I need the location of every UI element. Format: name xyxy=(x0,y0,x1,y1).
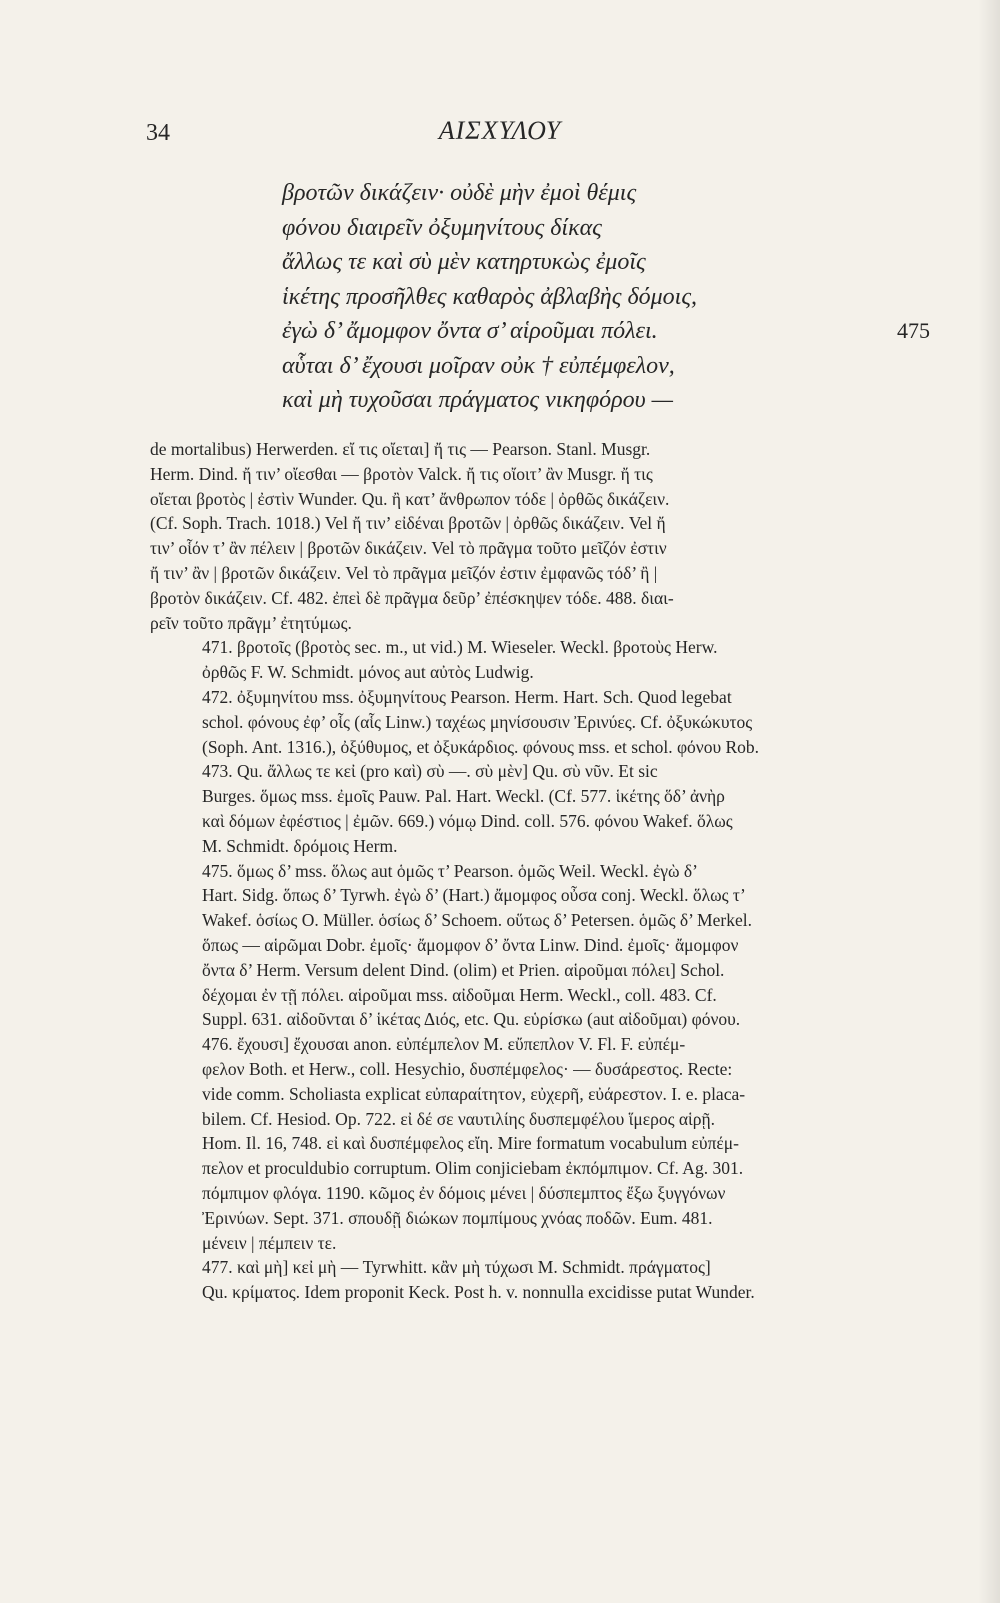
apparatus-note xyxy=(150,635,950,685)
apparatus-line: βροτὸν δικάζειν. Cf. 482. ἐπεὶ δὲ πρᾶγμα δεῦρ’ ἐπέσκηψεν τόδε. 488. διαι- xyxy=(150,587,674,608)
page-edge-shadow xyxy=(978,0,1000,1603)
verse-line xyxy=(282,211,922,246)
apparatus-line: de mortalibus) Herwerden. εἴ τις οἴεται] ἤ τις — Pearson. Stanl. Musgr. xyxy=(150,439,651,459)
apparatus-line: Hom. Il. 16, 748. εἰ καὶ δυσπέμφελος εἴη. Mire formatum vocabulum εὐπέμ- xyxy=(202,1133,739,1154)
apparatus-line: πελον et proculdubio corruptum. Olim conjiciebam ἐκπόμπιμον. Cf. Ag. 301. xyxy=(202,1158,744,1179)
apparatus-line: schol. φόνους ἐφ’ οἷς (αἷς Linw.) ταχέως μηνίσουσιν Ἐρινύες. Cf. ὀξυκώκυτος xyxy=(202,711,753,732)
verse-text: ἐγὼ δ’ ἄμομφον ὄντα σ’ αἱροῦμαι πόλει. xyxy=(282,318,658,344)
verse-line xyxy=(282,176,922,211)
apparatus-line: ὀρθῶς F. W. Schmidt. μόνος aut αὐτὸς Ludwig. xyxy=(202,662,534,683)
apparatus-line: (Soph. Ant. 1316.), ὀξύθυμος, et ὀξυκάρδιος. φόνους mss. et schol. φόνου Rob. xyxy=(202,736,760,757)
verse-text: ἱκέτης προσῆλθες καθαρὸς ἀβλαβὴς δόμοις, xyxy=(282,283,698,310)
apparatus-line: ρεῖν τοῦτο πρᾶγμ’ ἐτητύμως. xyxy=(150,612,352,633)
verse-text: φόνου διαιρεῖν ὀξυμηνίτους δίκας xyxy=(282,214,602,241)
apparatus-line: bilem. Cf. Hesiod. Op. 722. εἰ δέ σε ναυτιλίης δυσπεμφέλου ἵμερος αἱρῇ. xyxy=(202,1108,716,1129)
apparatus-line: Burges. ὅμως mss. ἐμοῖς Pauw. Pal. Hart. Weckl. (Cf. 577. ἱκέτης ὅδ’ ἀνὴρ xyxy=(202,786,725,807)
apparatus-line: Hart. Sidg. ὅπως δ’ Tyrwh. ἐγὼ δ’ (Hart.) ἄμομφος οὖσα conj. Weckl. ὅλως τ’ xyxy=(202,885,746,906)
apparatus-line: δέχομαι ἐν τῇ πόλει. αἱροῦμαι mss. αἰδοῦμαι Herm. Weckl., coll. 483. Cf. xyxy=(202,984,717,1005)
apparatus-line: 477. καὶ μὴ] κεἰ μὴ — Tyrwhitt. κἂν μὴ τύχωσι M. Schmidt. πράγματος] xyxy=(202,1257,711,1278)
apparatus-line: (Cf. Soph. Trach. 1018.) Vel ἤ τιν’ εἰδέναι βροτῶν | ὀρθῶς δικάζειν. Vel ἤ xyxy=(150,513,666,534)
apparatus-line: πόμπιμον φλόγα. 1190. κῶμος ἐν δόμοις μένει | δύσπεμπτος ἔξω ξυγγόνων xyxy=(202,1182,726,1203)
apparatus-note xyxy=(150,437,950,635)
verse-line xyxy=(282,245,922,280)
critical-apparatus xyxy=(150,437,950,1305)
line-number: 475 xyxy=(897,318,930,343)
running-title: ΑΙΣΧΥΛΟΥ xyxy=(438,116,562,145)
verse-line xyxy=(282,349,922,384)
verse-text: ἄλλως τε καὶ σὺ μὲν κατηρτυκὼς ἐμοῖς xyxy=(282,249,646,275)
apparatus-line: Suppl. 631. αἰδοῦνται δ’ ἱκέτας Διός, etc. Qu. εὑρίσκω (aut αἰδοῦμαι) φόνου. xyxy=(202,1009,741,1030)
apparatus-line: ὅπως — αἱρῶμαι Dobr. ἐμοῖς· ἄμομφον δ’ ὄντα Linw. Dind. ἐμοῖς· ἄμομφον xyxy=(202,934,739,955)
apparatus-line: 473. Qu. ἄλλως τε κεἰ (pro καὶ) σὺ —. σὺ μὲν] Qu. σὺ νῦν. Et sic xyxy=(202,761,658,782)
apparatus-line: καὶ δόμων ἐφέστιος | ἐμῶν. 669.) νόμῳ Dind. coll. 576. φόνου Wakef. ὅλως xyxy=(202,810,733,831)
apparatus-line: Qu. κρίματος. Idem proponit Keck. Post h. v. nonnulla excidisse putat Wunder. xyxy=(202,1282,755,1303)
apparatus-line: 476. ἔχουσι] ἔχουσαι anon. εὐπέμπελον M. εὔπεπλον V. Fl. F. εὐπέμ- xyxy=(202,1034,686,1055)
verse-line xyxy=(282,314,930,349)
apparatus-line: 472. ὀξυμηνίτου mss. ὀξυμηνίτους Pearson. Herm. Hart. Sch. Quod legebat xyxy=(202,686,732,707)
apparatus-line: Wakef. ὁσίως O. Müller. ὁσίως δ’ Schoem. οὕτως δ’ Petersen. ὁμῶς δ’ Merkel. xyxy=(202,910,752,931)
apparatus-note xyxy=(150,685,950,759)
apparatus-line: οἴεται βροτὸς | ἐστὶν Wunder. Qu. ἢ κατ’ ἄνθρωπον τόδε | ὀρθῶς δικάζειν. xyxy=(150,488,670,509)
verse-text: αὗται δ’ ἔχουσι μοῖραν οὐκ † εὐπέμφελον, xyxy=(282,352,675,379)
apparatus-line: Herm. Dind. ἤ τιν’ οἴεσθαι — βροτὸν Valck. ἤ τις οἴοιτ’ ἂν Musgr. ἤ τις xyxy=(150,463,653,484)
apparatus-line: 471. βροτοῖς (βροτὸς sec. m., ut vid.) M. Wieseler. Weckl. βροτοὺς Herw. xyxy=(202,637,718,658)
apparatus-line: ὄντα δ’ Herm. Versum delent Dind. (olim) et Prien. αἱροῦμαι πόλει] Schol. xyxy=(202,959,725,980)
verse-line xyxy=(282,280,922,315)
apparatus-line: M. Schmidt. δρόμοις Herm. xyxy=(202,835,398,856)
page-number: 34 xyxy=(146,120,170,146)
apparatus-line: vide comm. Scholiasta explicat εὐπαραίτητον, εὐχερῆ, εὐάρεστον. I. e. placa- xyxy=(202,1083,746,1104)
apparatus-line: ἤ τιν’ ἂν | βροτῶν δικάζειν. Vel τὸ πρᾶγμα μεῖζόν ἐστιν ἐμφανῶς τόδ’ ἢ | xyxy=(150,562,658,583)
apparatus-note xyxy=(150,1255,950,1305)
verse-block xyxy=(282,176,930,418)
apparatus-note xyxy=(150,759,950,858)
apparatus-line: Ἐρινύων. Sept. 371. σπουδῇ διώκων πομπίμους χνόας ποδῶν. Eum. 481. xyxy=(202,1207,713,1228)
verse-text: βροτῶν δικάζειν· οὐδὲ μὴν ἐμοὶ θέμις xyxy=(282,180,637,206)
apparatus-note xyxy=(150,1032,950,1255)
verse-line xyxy=(282,383,922,418)
apparatus-note xyxy=(150,859,950,1033)
apparatus-line: μένειν | πέμπειν τε. xyxy=(202,1232,337,1253)
apparatus-line: τιν’ οἷόν τ’ ἂν πέλειν | βροτῶν δικάζειν. Vel τὸ πρᾶγμα τοῦτο μεῖζόν ἐστιν xyxy=(150,538,667,559)
apparatus-line: 475. ὅμως δ’ mss. ὅλως aut ὁμῶς τ’ Pearson. ὁμῶς Weil. Weckl. ἐγὼ δ’ xyxy=(202,860,699,881)
verse-text: καὶ μὴ τυχοῦσαι πράγματος νικηφόρου — xyxy=(282,387,673,413)
apparatus-line: φελον Both. et Herw., coll. Hesychio, δυσπέμφελος· — δυσάρεστος. Recte: xyxy=(202,1058,733,1079)
